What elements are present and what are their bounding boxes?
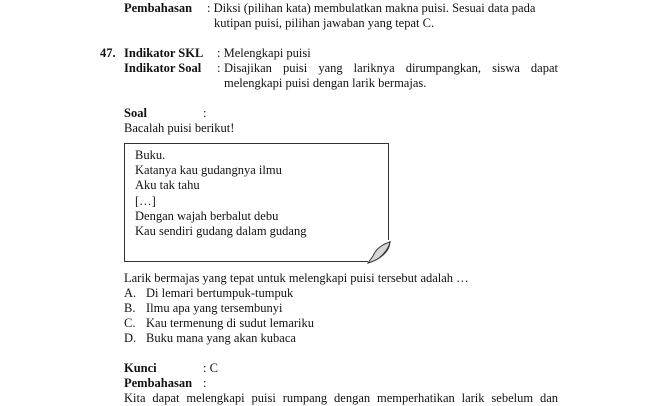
poem-text <box>135 148 306 239</box>
soal-colon: : <box>203 106 207 120</box>
poem-line: Katanya kau gudangnya ilmu <box>135 163 282 178</box>
pembahasan-text: Kita dapat melengkapi puisi rumpang dengan memperhatikan larik sebelum dan <box>124 391 558 405</box>
option-text: Di lemari bertumpuk-tumpuk <box>146 286 294 300</box>
indikator-skl-label: Indikator SKL <box>124 46 204 60</box>
prev-pembahasan-label: Pembahasan <box>124 1 193 15</box>
indikator-soal-colon: : <box>217 61 221 75</box>
option-letter: C. <box>124 316 136 330</box>
soal-instruction: Bacalah puisi berikut! <box>124 121 235 135</box>
option-text: Buku mana yang akan kubaca <box>146 331 296 345</box>
option-text: Kau termenung di sudut lemariku <box>146 316 315 330</box>
soal-label: Soal <box>124 106 147 120</box>
prev-pembahasan-text-line2: kutipan puisi, pilihan jawaban yang tepat C. <box>214 16 435 30</box>
option-letter: D. <box>124 331 137 345</box>
option-b <box>124 301 282 316</box>
indikator-soal-label: Indikator Soal <box>124 61 202 75</box>
kunci-label: Kunci <box>124 361 157 375</box>
poem-line: […] <box>135 193 156 208</box>
poem-line: Aku tak tahu <box>135 178 200 193</box>
poem-line: Buku. <box>135 148 166 162</box>
indikator-skl-text: : Melengkapi puisi <box>217 46 311 60</box>
question-number: 47. <box>100 46 116 60</box>
option-text: Ilmu apa yang tersembunyi <box>146 301 283 315</box>
pembahasan-label: Pembahasan <box>124 376 193 390</box>
option-a <box>124 286 293 301</box>
pembahasan-colon: : <box>203 376 207 390</box>
poem-box <box>124 143 389 262</box>
page-curl-icon <box>365 238 391 264</box>
prev-pembahasan-text-line1: : Diksi (pilihan kata) membulatkan makna puisi. Sesuai data pada <box>207 1 536 15</box>
option-c <box>124 316 314 331</box>
indikator-soal-text-line1: Disajikan puisi yang lariknya dirumpangkan, siswa dapat <box>224 61 558 75</box>
option-d <box>124 331 296 346</box>
option-letter: A. <box>124 286 137 300</box>
indikator-soal-text-line2: melengkapi puisi dengan larik bermajas. <box>224 76 427 90</box>
kunci-value: : C <box>203 361 218 375</box>
poem-line: Dengan wajah berbalut debu <box>135 208 279 223</box>
question-text: Larik bermajas yang tepat untuk melengkapi puisi tersebut adalah … <box>124 271 469 285</box>
poem-line: Kau sendiri gudang dalam gudang <box>135 223 307 238</box>
option-letter: B. <box>124 301 136 315</box>
